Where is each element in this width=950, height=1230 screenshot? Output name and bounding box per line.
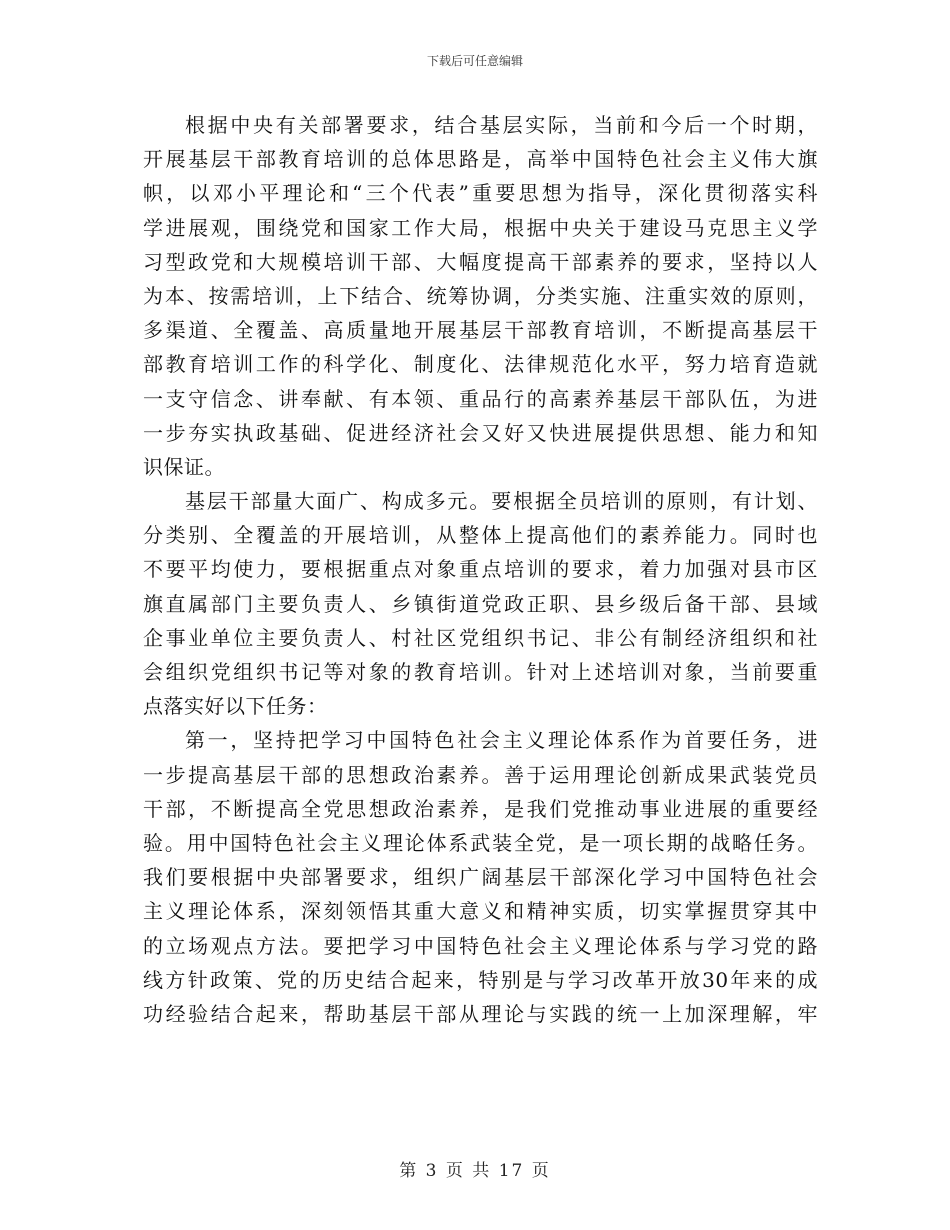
text-line: 部教育培训工作的科学化、制度化、法律规范化水平，努力培育造就 [143,352,818,377]
text-line: 一步夯实执政基础、促进经济社会又好又快进展提供思想、能力和知 [143,420,818,445]
text-line: 多渠道、全覆盖、高质量地开展基层干部教育培训，不断提高基层干 [143,318,818,343]
text-line: 识保证。 [143,454,225,479]
text-line: 不要平均使力，要根据重点对象重点培训的要求，着力加强对县市区 [143,557,818,582]
text-line: 企事业单位主要负责人、村社区党组织书记、非公有制经济组织和社 [143,625,818,650]
text-line: 学进展观，围绕党和国家工作大局，根据中央关于建设马克思主义学 [143,215,818,240]
text-line: 开展基层干部教育培训的总体思路是，高举中国特色社会主义伟大旗 [143,147,818,172]
text-line: 主义理论体系，深刻领悟其重大意义和精神实质，切实掌握贯穿其中 [143,899,818,924]
page-number-footer: 第 3 页 共 17 页 [399,1161,551,1181]
text-line: 分类别、全覆盖的开展培训，从整体上提高他们的素养能力。同时也 [143,523,818,548]
text-line: 习型政党和大规模培训干部、大幅度提高干部素养的要求，坚持以人 [143,249,818,274]
paragraph-1 [143,108,818,484]
paragraph-3 [143,723,818,1031]
text-line: 验。用中国特色社会主义理论体系武装全党，是一项长期的战略任务。 [143,830,818,855]
text-line: 我们要根据中央部署要求，组织广阔基层干部深化学习中国特色社会 [143,865,818,890]
text-line: 第一，坚持把学习中国特色社会主义理论体系作为首要任务，进 [185,728,818,753]
text-line: 的立场观点方法。要把学习中国特色社会主义理论体系与学习党的路 [143,933,818,958]
text-line: 点落实好以下任务： [143,694,328,719]
text-line: 帜，以邓小平理论和“三个代表”重要思想为指导，深化贯彻落实科 [143,181,818,206]
text-line: 根据中央有关部署要求，结合基层实际，当前和今后一个时期， [185,113,818,137]
text-line: 会组织党组织书记等对象的教育培训。针对上述培训对象，当前要重 [143,660,818,684]
text-line: 基层干部量大面广、构成多元。要根据全员培训的原则，有计划、 [185,489,818,514]
paragraph-2 [143,484,818,723]
document-body [143,108,818,1031]
text-line: 干部，不断提高全党思想政治素养，是我们党推动事业进展的重要经 [143,796,818,821]
text-line: 一支守信念、讲奉献、有本领、重品行的高素养基层干部队伍，为进 [143,386,818,411]
page-header: 下载后可任意编辑 [426,54,523,68]
text-line: 一步提高基层干部的思想政治素养。善于运用理论创新成果武装党员 [143,762,818,787]
text-line: 功经验结合起来，帮助基层干部从理论与实践的统一上加深理解，牢 [143,1001,818,1026]
text-line: 旗直属部门主要负责人、乡镇街道党政正职、县乡级后备干部、县域 [143,591,818,616]
text-line: 为本、按需培训，上下结合、统筹协调，分类实施、注重实效的原则， [143,283,818,308]
text-line: 线方针政策、党的历史结合起来，特别是与学习改革开放30年来的成 [143,967,818,992]
